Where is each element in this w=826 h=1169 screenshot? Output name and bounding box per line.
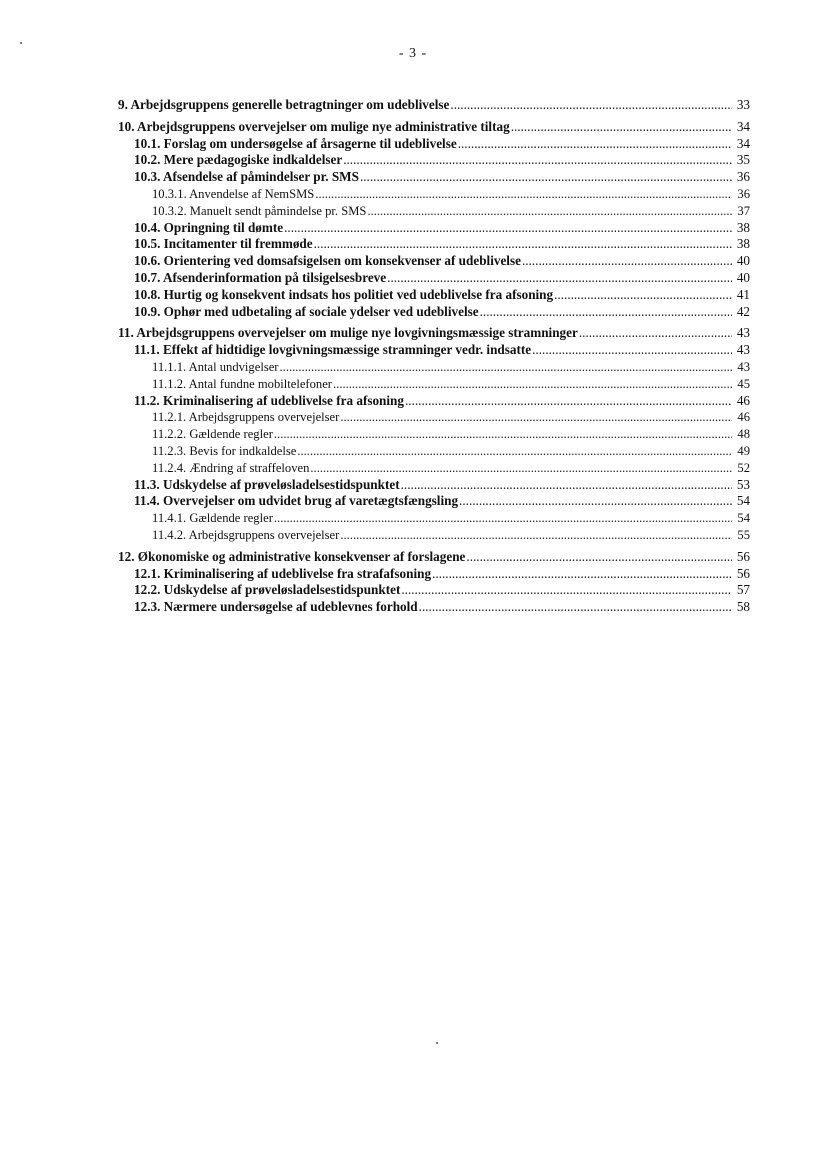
toc-entry-title: 11.4.2. Arbejdsgruppens overvejelser <box>152 527 340 542</box>
toc-entry-page-number: 43 <box>736 325 750 341</box>
toc-entry-page-number: 46 <box>736 392 750 408</box>
toc-entry <box>118 203 750 220</box>
toc-entry-page-number: 41 <box>736 286 750 302</box>
toc-dot-leader <box>280 359 732 376</box>
toc-entry <box>118 152 750 169</box>
toc-dot-leader <box>284 220 732 237</box>
toc-entry-page-number: 56 <box>736 565 750 581</box>
toc-entry-page-number: 35 <box>736 152 750 168</box>
toc-dot-leader <box>458 136 732 153</box>
toc-entry <box>118 393 750 410</box>
toc-entry-title: 10.7. Afsenderinformation på tilsigelsesbreve <box>134 269 387 285</box>
toc-entry-page-number: 55 <box>737 527 750 542</box>
toc-dot-leader <box>343 152 732 169</box>
toc-entry-title: 9. Arbejdsgruppens generelle betragtninger om udeblivelse <box>118 97 450 112</box>
toc-entry-title: 10.3. Afsendelse af påmindelser pr. SMS <box>134 169 359 185</box>
toc-dot-leader <box>333 376 732 393</box>
toc-entry-title: 10.2. Mere pædagogiske indkaldelser <box>134 152 343 168</box>
toc-dot-leader <box>360 169 732 186</box>
toc-dot-leader <box>532 342 732 359</box>
toc-entry-title: 10.1. Forslag om undersøgelse af årsagerne til udeblivelse <box>134 135 457 151</box>
toc-dot-leader <box>459 493 732 510</box>
toc-entry-page-number: 49 <box>737 443 750 458</box>
toc-entry <box>118 376 750 393</box>
toc-entry-page-number: 36 <box>736 169 750 185</box>
toc-entry <box>118 510 750 527</box>
toc-entry <box>118 186 750 203</box>
toc-entry-page-number: 36 <box>737 186 750 201</box>
toc-entry <box>118 342 750 359</box>
toc-entry-page-number: 37 <box>737 203 750 218</box>
toc-entry <box>118 169 750 186</box>
toc-entry-title: 10.3.1. Anvendelse af NemSMS <box>152 186 315 201</box>
toc-dot-leader <box>511 119 732 136</box>
toc-entry <box>118 236 750 253</box>
toc-entry-title: 10.6. Orientering ved domsafsigelsen om konsekvenser af udeblivelse <box>134 253 521 269</box>
toc-entry-page-number: 43 <box>736 342 750 358</box>
toc-entry-page-number: 48 <box>737 427 750 442</box>
toc-dot-leader <box>315 186 732 203</box>
toc-dot-leader <box>405 393 732 410</box>
toc-dot-leader <box>450 97 732 114</box>
toc-entry <box>118 287 750 304</box>
toc-entry-title: 12.2. Udskydelse af prøveløsladelsestidspunktet <box>134 582 401 598</box>
toc-entry-title: 11.1.1. Antal undvigelser <box>152 359 279 374</box>
toc-entry-page-number: 40 <box>736 269 750 285</box>
table-of-contents <box>118 97 750 616</box>
toc-dot-leader <box>554 287 732 304</box>
toc-dot-leader <box>340 527 732 544</box>
toc-entry-page-number: 34 <box>736 135 750 151</box>
toc-entry-page-number: 40 <box>736 253 750 269</box>
toc-entry <box>118 527 750 544</box>
toc-entry-page-number: 53 <box>736 476 750 492</box>
toc-entry-title: 10.4. Opringning til dømte <box>134 219 284 235</box>
toc-entry-page-number: 45 <box>737 376 750 391</box>
toc-entry-page-number: 54 <box>737 511 750 526</box>
toc-dot-leader <box>340 409 732 426</box>
toc-entry <box>118 582 750 599</box>
toc-entry-title: 12. Økonomiske og administrative konsekvenser af forslagene <box>118 548 466 564</box>
toc-entry-title: 11.2.2. Gældende regler <box>152 427 273 442</box>
toc-entry-page-number: 43 <box>737 359 750 374</box>
toc-entry-page-number: 56 <box>736 548 750 564</box>
toc-entry <box>118 304 750 321</box>
page-number: - 3 - <box>398 46 428 61</box>
toc-entry <box>118 409 750 426</box>
toc-entry <box>118 220 750 237</box>
toc-entry <box>118 599 750 616</box>
toc-entry <box>118 325 750 342</box>
toc-dot-leader <box>274 510 732 527</box>
toc-entry-page-number: 34 <box>736 118 750 134</box>
toc-dot-leader <box>522 253 732 270</box>
toc-entry-title: 11.2.1. Arbejdsgruppens overvejelser <box>152 410 340 425</box>
toc-dot-leader <box>310 460 732 477</box>
toc-entry-title: 11.2.3. Bevis for indkaldelse <box>152 443 297 458</box>
toc-entry-title: 10.9. Ophør med udbetaling af sociale ydelser ved udeblivelse <box>134 303 479 319</box>
toc-entry <box>118 253 750 270</box>
toc-entry-title: 11.2. Kriminalisering af udeblivelse fra afsoning <box>134 392 404 408</box>
toc-dot-leader <box>480 304 732 321</box>
toc-entry-title: 11. Arbejdsgruppens overvejelser om mulige nye lovgivningsmæssige stramninger <box>118 325 578 341</box>
toc-dot-leader <box>466 549 732 566</box>
toc-dot-leader <box>314 236 732 253</box>
toc-dot-leader <box>274 426 732 443</box>
toc-entry-page-number: 38 <box>736 219 750 235</box>
toc-dot-leader <box>579 325 732 342</box>
toc-entry-title: 11.1.2. Antal fundne mobiltelefoner <box>152 376 333 391</box>
toc-entry <box>118 97 750 114</box>
toc-dot-leader <box>401 477 732 494</box>
toc-entry-title: 10.5. Incitamenter til fremmøde <box>134 236 313 252</box>
toc-entry <box>118 270 750 287</box>
toc-entry-title: 10.8. Hurtig og konsekvent indsats hos politiet ved udeblivelse fra afsoning <box>134 286 554 302</box>
toc-entry-page-number: 46 <box>737 410 750 425</box>
scan-speck <box>436 1042 438 1044</box>
toc-dot-leader <box>401 582 732 599</box>
toc-dot-leader <box>432 566 732 583</box>
toc-entry <box>118 549 750 566</box>
toc-entry-title: 10. Arbejdsgruppens overvejelser om mulige nye administrative tiltag <box>118 118 510 134</box>
toc-entry <box>118 443 750 460</box>
toc-entry-page-number: 58 <box>736 599 750 615</box>
toc-entry-title: 11.1. Effekt af hidtidige lovgivningsmæssige stramninger vedr. indsatte <box>134 342 532 358</box>
toc-entry-title: 12.1. Kriminalisering af udeblivelse fra strafafsoning <box>134 565 432 581</box>
toc-entry <box>118 136 750 153</box>
toc-dot-leader <box>387 270 732 287</box>
toc-entry-title: 10.3.2. Manuelt sendt påmindelse pr. SMS <box>152 203 367 218</box>
toc-entry-title: 11.4.1. Gældende regler <box>152 511 273 526</box>
toc-entry <box>118 477 750 494</box>
toc-entry-title: 11.2.4. Ændring af straffeloven <box>152 460 310 475</box>
toc-entry-page-number: 42 <box>736 303 750 319</box>
toc-entry-page-number: 38 <box>736 236 750 252</box>
toc-dot-leader <box>297 443 732 460</box>
toc-entry <box>118 426 750 443</box>
toc-entry <box>118 359 750 376</box>
toc-entry-page-number: 54 <box>736 493 750 509</box>
toc-entry-page-number: 33 <box>736 97 750 112</box>
toc-dot-leader <box>419 599 732 616</box>
scan-speck <box>20 42 22 44</box>
toc-entry-page-number: 52 <box>737 460 750 475</box>
toc-entry-title: 12.3. Nærmere undersøgelse af udeblevnes forhold <box>134 599 418 615</box>
toc-entry-title: 11.4. Overvejelser om udvidet brug af varetægtsfængsling <box>134 493 459 509</box>
toc-entry <box>118 566 750 583</box>
toc-entry <box>118 460 750 477</box>
toc-entry <box>118 119 750 136</box>
toc-entry-title: 11.3. Udskydelse af prøveløsladelsestidspunktet <box>134 476 400 492</box>
toc-dot-leader <box>367 203 732 220</box>
toc-entry <box>118 493 750 510</box>
toc-entry-page-number: 57 <box>736 582 750 598</box>
